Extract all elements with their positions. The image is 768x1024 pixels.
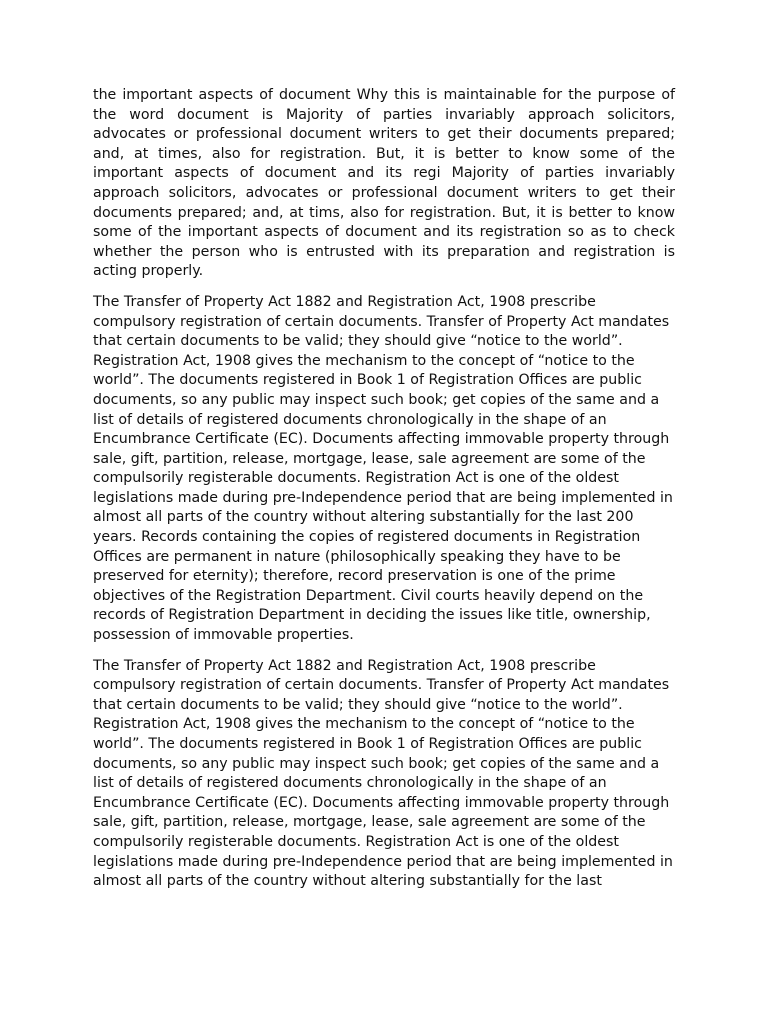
document-body xyxy=(93,86,675,903)
paragraph-registration-act-repeat: The Transfer of Property Act 1882 and Registration Act, 1908 prescribe compulsory registration of certain documents. Transfer of Property Act mandates that certain documents to be valid; they should give “notice to the world”. Registration Act, 1908 gives the mechanism to the concept of “notice to the world”. The documents registered in Book 1 of Registration Offices are public documents, so any public may inspect such book; get copies of the same and a list of details of registered documents chronologically in the shape of an Encumbrance Certificate (EC). Documents affecting immovable property through sale, gift, partition, release, mortgage, lease, sale agreement are some of the compulsorily registerable documents. Registration Act is one of the oldest legislations made during pre-Independence period that are being implemented in almost all parts of the country without altering substantially for the last xyxy=(93,657,673,890)
paragraph-intro: the important aspects of document Why this is maintainable for the purpose of the word document is Majority of parties invariably approach solicitors, advocates or professional document writers to get their documents prepared; and, at times, also for registration. But, it is better to know some of the important aspects of document and its regi Majority of parties invariably approach solicitors, advocates or professional document writers to get their documents prepared; and, at tims, also for registration. But, it is better to know some of the important aspects of document and its registration so as to check whether the person who is entrusted with its preparation and registration is acting properly. xyxy=(93,87,675,280)
paragraph-registration-act: The Transfer of Property Act 1882 and Registration Act, 1908 prescribe compulsory registration of certain documents. Transfer of Property Act mandates that certain documents to be valid; they should give “notice to the world”. Registration Act, 1908 gives the mechanism to the concept of “notice to the world”. The documents registered in Book 1 of Registration Offices are public documents, so any public may inspect such book; get copies of the same and a list of details of registered documents chronologically in the shape of an Encumbrance Certificate (EC). Documents affecting immovable property through sale, gift, partition, release, mortgage, lease, sale agreement are some of the compulsorily registerable documents. Registration Act is one of the oldest legislations made during pre-Independence period that are being implemented in almost all parts of the country without altering substantially for the last 200 years. Records containing the copies of registered documents in Registration Offices are permanent in nature (philosophically speaking they have to be preserved for eternity); therefore, record preservation is one of the prime objectives of the Registration Department. Civil courts heavily depend on the records of Registration Department in deciding the issues like title, ownership, possession of immovable properties. xyxy=(93,293,673,644)
